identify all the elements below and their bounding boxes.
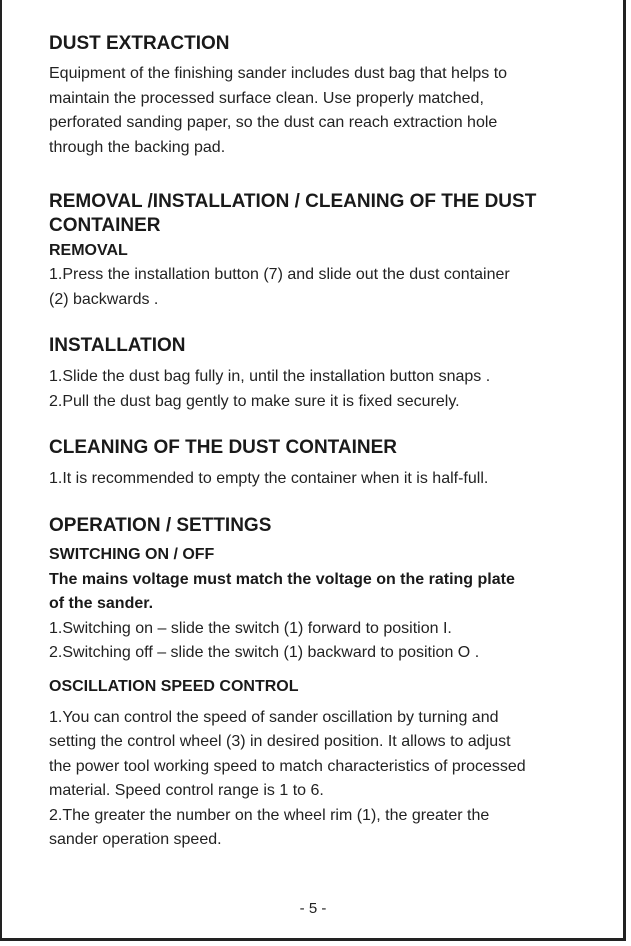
page-content [49, 32, 599, 853]
body-line: through the backing pad. [49, 138, 226, 156]
body-line: 2.The greater the number on the wheel rim (1), the greater the [49, 806, 490, 824]
body-line: 1.Switching on – slide the switch (1) forward to position I. [49, 619, 452, 637]
body-line: Equipment of the finishing sander includes dust bag that helps to [49, 65, 508, 82]
body-line: (2) backwards . [49, 290, 159, 308]
oscillation-body [49, 706, 599, 853]
body-line: the power tool working speed to match characteristics of processed [49, 757, 526, 775]
removal-body [49, 263, 599, 312]
removal-heading: REMOVAL [49, 242, 128, 259]
body-line: 1.You can control the speed of sander oscillation by turning and [49, 708, 499, 726]
body-line: 2.Pull the dust bag gently to make sure it is fixed securely. [49, 392, 460, 410]
dust-extraction-body [49, 62, 599, 160]
warning-line: The mains voltage must match the voltage on the rating plate [49, 570, 515, 588]
cleaning-body [49, 467, 599, 492]
switching-heading: SWITCHING ON / OFF [49, 545, 215, 563]
oscillation-heading: OSCILLATION SPEED CONTROL [49, 677, 299, 695]
operation-title: OPERATION / SETTINGS [49, 514, 272, 536]
warning-line: of the sander. [49, 595, 154, 612]
body-line: 2.Switching off – slide the switch (1) backward to position O . [49, 644, 480, 661]
body-line: sander operation speed. [49, 831, 222, 848]
body-line: 1.Slide the dust bag fully in, until the installation button snaps . [49, 368, 491, 385]
installation-title: INSTALLATION [49, 335, 186, 356]
body-line: setting the control wheel (3) in desired position. It allows to adjust [49, 733, 511, 750]
body-line: maintain the processed surface clean. Use properly matched, [49, 89, 484, 107]
body-line: perforated sanding paper, so the dust can reach extraction hole [49, 114, 498, 131]
dust-extraction-title: DUST EXTRACTION [49, 33, 230, 54]
warning-body [49, 568, 599, 617]
body-line: 1.Press the installation button (7) and slide out the dust container [49, 266, 510, 283]
page-number: - 5 - [299, 900, 327, 917]
body-line: 1.It is recommended to empty the container when it is half-full. [49, 470, 489, 487]
installation-body [49, 365, 599, 414]
removal-installation-title: REMOVAL /INSTALLATION / CLEANING OF THE DUST [49, 191, 537, 212]
cleaning-title: CLEANING OF THE DUST CONTAINER [49, 437, 397, 458]
body-line: material. Speed control range is 1 to 6. [49, 782, 324, 799]
removal-installation-title-cont: CONTAINER [49, 215, 161, 236]
switching-body [49, 617, 599, 666]
